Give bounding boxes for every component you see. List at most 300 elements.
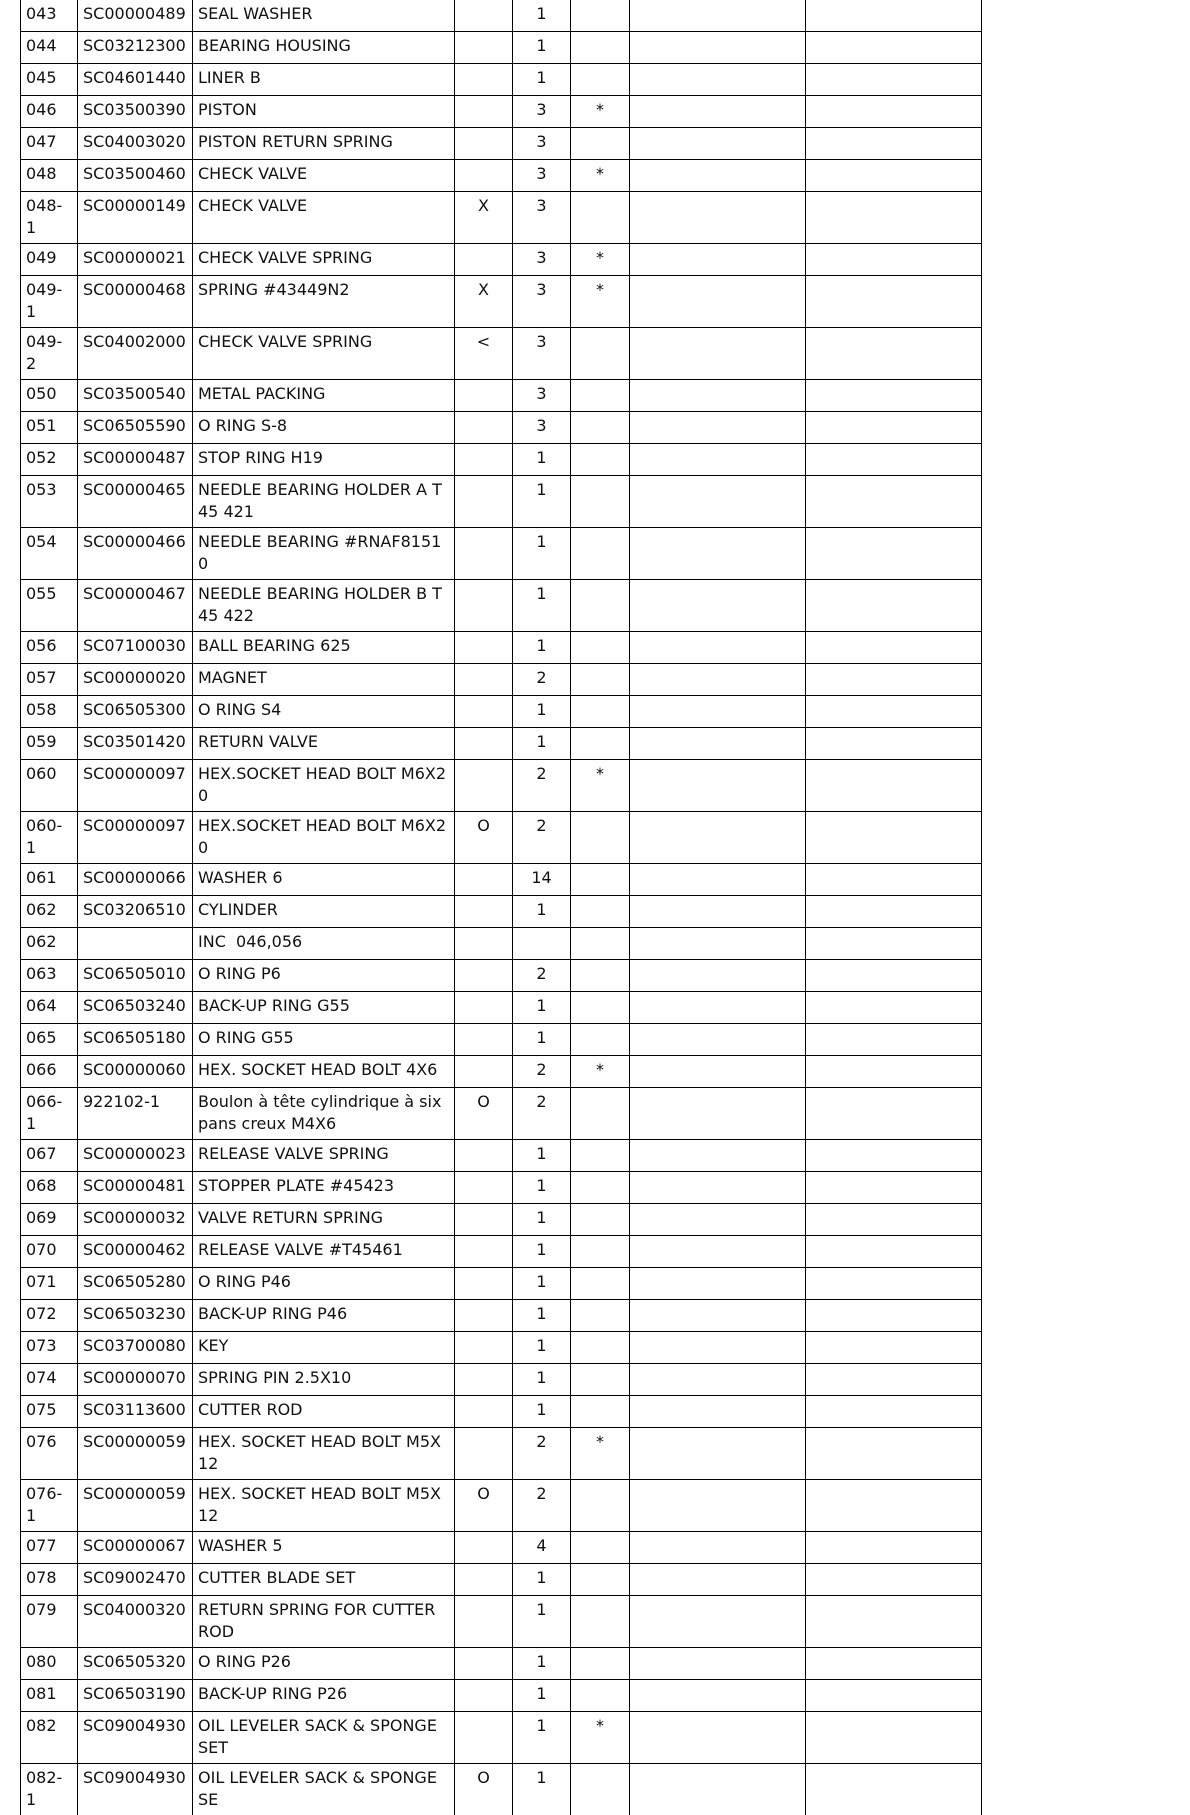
empty-cell: [806, 1712, 982, 1764]
item-number-cell: 078: [21, 1564, 78, 1596]
mark-cell: [571, 992, 630, 1024]
description-cell: RETURN VALVE: [193, 728, 455, 760]
part-code-cell: SC06505300: [78, 696, 193, 728]
description-cell: RETURN SPRING FOR CUTTER ROD: [193, 1596, 455, 1648]
quantity-cell: 1: [513, 444, 571, 476]
mark-cell: [571, 928, 630, 960]
part-code-cell: SC03500540: [78, 380, 193, 412]
flag-cell: [455, 728, 513, 760]
flag-cell: [455, 128, 513, 160]
item-number-cell: 063: [21, 960, 78, 992]
description-cell: PISTON RETURN SPRING: [193, 128, 455, 160]
flag-cell: O: [455, 1088, 513, 1140]
empty-cell: [630, 1480, 806, 1532]
part-code-cell: SC06505180: [78, 1024, 193, 1056]
item-number-cell: 048-1: [21, 192, 78, 244]
empty-cell: [630, 1236, 806, 1268]
quantity-cell: 3: [513, 160, 571, 192]
flag-cell: [455, 896, 513, 928]
mark-cell: [571, 1172, 630, 1204]
quantity-cell: 1: [513, 1712, 571, 1764]
empty-cell: [806, 632, 982, 664]
flag-cell: [455, 760, 513, 812]
table-row: [21, 128, 982, 160]
flag-cell: [455, 1172, 513, 1204]
empty-cell: [806, 1564, 982, 1596]
quantity-cell: 3: [513, 244, 571, 276]
description-cell: OIL LEVELER SACK & SPONGE SE: [193, 1764, 455, 1815]
item-number-cell: 044: [21, 32, 78, 64]
mark-cell: [571, 864, 630, 896]
item-number-cell: 049-1: [21, 276, 78, 328]
empty-cell: [630, 1088, 806, 1140]
empty-cell: [806, 0, 982, 32]
empty-cell: [630, 1268, 806, 1300]
mark-cell: [571, 192, 630, 244]
table-row: [21, 328, 982, 380]
mark-cell: [571, 1088, 630, 1140]
table-row: [21, 960, 982, 992]
quantity-cell: 1: [513, 476, 571, 528]
quantity-cell: 1: [513, 728, 571, 760]
item-number-cell: 053: [21, 476, 78, 528]
part-code-cell: SC00000066: [78, 864, 193, 896]
table-row: [21, 64, 982, 96]
part-code-cell: SC06503190: [78, 1680, 193, 1712]
flag-cell: [455, 1648, 513, 1680]
description-cell: STOPPER PLATE #45423: [193, 1172, 455, 1204]
item-number-cell: 069: [21, 1204, 78, 1236]
description-cell: O RING G55: [193, 1024, 455, 1056]
quantity-cell: 14: [513, 864, 571, 896]
quantity-cell: 1: [513, 64, 571, 96]
item-number-cell: 045: [21, 64, 78, 96]
quantity-cell: 1: [513, 696, 571, 728]
table-row: [21, 1088, 982, 1140]
part-code-cell: SC00000070: [78, 1364, 193, 1396]
empty-cell: [630, 632, 806, 664]
item-number-cell: 060: [21, 760, 78, 812]
flag-cell: O: [455, 1764, 513, 1815]
description-cell: NEEDLE BEARING #RNAF81510: [193, 528, 455, 580]
empty-cell: [806, 528, 982, 580]
quantity-cell: 1: [513, 1648, 571, 1680]
description-cell: WASHER 6: [193, 864, 455, 896]
item-number-cell: 056: [21, 632, 78, 664]
description-cell: CUTTER BLADE SET: [193, 1564, 455, 1596]
empty-cell: [806, 992, 982, 1024]
table-row: [21, 696, 982, 728]
part-code-cell: SC03500390: [78, 96, 193, 128]
flag-cell: <: [455, 328, 513, 380]
description-cell: METAL PACKING: [193, 380, 455, 412]
quantity-cell: 1: [513, 0, 571, 32]
flag-cell: [455, 1300, 513, 1332]
mark-cell: [571, 1480, 630, 1532]
empty-cell: [806, 244, 982, 276]
mark-cell: *: [571, 244, 630, 276]
description-cell: BEARING HOUSING: [193, 32, 455, 64]
part-code-cell: SC09004930: [78, 1764, 193, 1815]
item-number-cell: 052: [21, 444, 78, 476]
part-code-cell: SC04003020: [78, 128, 193, 160]
part-code-cell: SC00000060: [78, 1056, 193, 1088]
description-cell: MAGNET: [193, 664, 455, 696]
description-cell: CHECK VALVE: [193, 192, 455, 244]
empty-cell: [806, 696, 982, 728]
empty-cell: [806, 328, 982, 380]
mark-cell: *: [571, 1712, 630, 1764]
item-number-cell: 058: [21, 696, 78, 728]
quantity-cell: 1: [513, 896, 571, 928]
empty-cell: [630, 696, 806, 728]
item-number-cell: 048: [21, 160, 78, 192]
empty-cell: [630, 580, 806, 632]
empty-cell: [630, 244, 806, 276]
mark-cell: [571, 696, 630, 728]
empty-cell: [806, 1332, 982, 1364]
item-number-cell: 068: [21, 1172, 78, 1204]
empty-cell: [806, 812, 982, 864]
empty-cell: [630, 664, 806, 696]
quantity-cell: 3: [513, 412, 571, 444]
table-row: [21, 1764, 982, 1815]
empty-cell: [630, 476, 806, 528]
empty-cell: [630, 412, 806, 444]
item-number-cell: 082-1: [21, 1764, 78, 1815]
quantity-cell: 1: [513, 1204, 571, 1236]
flag-cell: [455, 1024, 513, 1056]
empty-cell: [806, 64, 982, 96]
part-code-cell: SC00000462: [78, 1236, 193, 1268]
quantity-cell: 2: [513, 1088, 571, 1140]
empty-cell: [630, 928, 806, 960]
item-number-cell: 076: [21, 1428, 78, 1480]
quantity-cell: 1: [513, 1268, 571, 1300]
empty-cell: [806, 896, 982, 928]
empty-cell: [630, 1140, 806, 1172]
empty-cell: [630, 96, 806, 128]
item-number-cell: 064: [21, 992, 78, 1024]
empty-cell: [806, 1428, 982, 1480]
empty-cell: [806, 864, 982, 896]
description-cell: VALVE RETURN SPRING: [193, 1204, 455, 1236]
part-code-cell: SC06505320: [78, 1648, 193, 1680]
description-cell: SEAL WASHER: [193, 0, 455, 32]
quantity-cell: 1: [513, 1236, 571, 1268]
item-number-cell: 070: [21, 1236, 78, 1268]
mark-cell: *: [571, 276, 630, 328]
part-code-cell: SC00000059: [78, 1480, 193, 1532]
mark-cell: [571, 476, 630, 528]
table-row: [21, 1332, 982, 1364]
mark-cell: [571, 728, 630, 760]
table-row: [21, 632, 982, 664]
mark-cell: [571, 1532, 630, 1564]
quantity-cell: 3: [513, 276, 571, 328]
table-row: [21, 1680, 982, 1712]
quantity-cell: 1: [513, 1396, 571, 1428]
part-code-cell: SC03212300: [78, 32, 193, 64]
item-number-cell: 079: [21, 1596, 78, 1648]
empty-cell: [630, 1024, 806, 1056]
part-code-cell: SC03113600: [78, 1396, 193, 1428]
empty-cell: [630, 444, 806, 476]
flag-cell: [455, 664, 513, 696]
mark-cell: [571, 1764, 630, 1815]
table-row: [21, 1268, 982, 1300]
part-code-cell: SC09004930: [78, 1712, 193, 1764]
empty-cell: [806, 1680, 982, 1712]
flag-cell: [455, 444, 513, 476]
quantity-cell: 1: [513, 1300, 571, 1332]
empty-cell: [630, 864, 806, 896]
empty-cell: [806, 1024, 982, 1056]
flag-cell: [455, 0, 513, 32]
table-row: [21, 812, 982, 864]
mark-cell: [571, 32, 630, 64]
quantity-cell: 3: [513, 328, 571, 380]
item-number-cell: 055: [21, 580, 78, 632]
description-cell: KEY: [193, 1332, 455, 1364]
table-row: [21, 896, 982, 928]
quantity-cell: 2: [513, 812, 571, 864]
mark-cell: [571, 528, 630, 580]
item-number-cell: 071: [21, 1268, 78, 1300]
flag-cell: [455, 1680, 513, 1712]
flag-cell: O: [455, 812, 513, 864]
part-code-cell: SC04601440: [78, 64, 193, 96]
part-code-cell: SC06503230: [78, 1300, 193, 1332]
description-cell: PISTON: [193, 96, 455, 128]
mark-cell: [571, 1140, 630, 1172]
mark-cell: [571, 632, 630, 664]
item-number-cell: 065: [21, 1024, 78, 1056]
flag-cell: [455, 864, 513, 896]
item-number-cell: 067: [21, 1140, 78, 1172]
item-number-cell: 077: [21, 1532, 78, 1564]
flag-cell: [455, 32, 513, 64]
mark-cell: [571, 64, 630, 96]
table-row: [21, 992, 982, 1024]
empty-cell: [630, 1056, 806, 1088]
part-code-cell: SC09002470: [78, 1564, 193, 1596]
mark-cell: [571, 1332, 630, 1364]
table-row: [21, 244, 982, 276]
quantity-cell: 1: [513, 1564, 571, 1596]
quantity-cell: 2: [513, 1428, 571, 1480]
quantity-cell: 1: [513, 528, 571, 580]
empty-cell: [630, 1564, 806, 1596]
part-code-cell: SC00000021: [78, 244, 193, 276]
empty-cell: [806, 192, 982, 244]
empty-cell: [806, 728, 982, 760]
description-cell: HEX.SOCKET HEAD BOLT M6X20: [193, 812, 455, 864]
description-cell: NEEDLE BEARING HOLDER A T45 421: [193, 476, 455, 528]
item-number-cell: 060-1: [21, 812, 78, 864]
empty-cell: [806, 1300, 982, 1332]
quantity-cell: 2: [513, 760, 571, 812]
quantity-cell: 1: [513, 1172, 571, 1204]
table-row: [21, 1480, 982, 1532]
empty-cell: [806, 96, 982, 128]
empty-cell: [630, 1532, 806, 1564]
empty-cell: [806, 32, 982, 64]
empty-cell: [806, 444, 982, 476]
empty-cell: [630, 128, 806, 160]
description-cell: O RING S4: [193, 696, 455, 728]
empty-cell: [806, 1532, 982, 1564]
mark-cell: [571, 1364, 630, 1396]
part-code-cell: SC07100030: [78, 632, 193, 664]
empty-cell: [630, 896, 806, 928]
mark-cell: [571, 1204, 630, 1236]
description-cell: CHECK VALVE SPRING: [193, 328, 455, 380]
description-cell: O RING P46: [193, 1268, 455, 1300]
flag-cell: [455, 928, 513, 960]
part-code-cell: SC03500460: [78, 160, 193, 192]
item-number-cell: 054: [21, 528, 78, 580]
description-cell: RELEASE VALVE #T45461: [193, 1236, 455, 1268]
quantity-cell: 1: [513, 1764, 571, 1815]
table-row: [21, 1396, 982, 1428]
empty-cell: [630, 192, 806, 244]
quantity-cell: 1: [513, 1332, 571, 1364]
part-code-cell: SC04002000: [78, 328, 193, 380]
quantity-cell: 1: [513, 1680, 571, 1712]
item-number-cell: 061: [21, 864, 78, 896]
empty-cell: [806, 1204, 982, 1236]
item-number-cell: 066-1: [21, 1088, 78, 1140]
mark-cell: [571, 1300, 630, 1332]
description-cell: HEX. SOCKET HEAD BOLT M5X12: [193, 1428, 455, 1480]
empty-cell: [806, 1140, 982, 1172]
empty-cell: [806, 1088, 982, 1140]
quantity-cell: [513, 928, 571, 960]
description-cell: RELEASE VALVE SPRING: [193, 1140, 455, 1172]
flag-cell: [455, 476, 513, 528]
mark-cell: [571, 896, 630, 928]
table-row: [21, 1024, 982, 1056]
description-cell: BACK-UP RING G55: [193, 992, 455, 1024]
description-cell: HEX. SOCKET HEAD BOLT M5X12: [193, 1480, 455, 1532]
description-cell: Boulon à tête cylindrique à six pans creux M4X6: [193, 1088, 455, 1140]
table-row: [21, 1648, 982, 1680]
item-number-cell: 072: [21, 1300, 78, 1332]
empty-cell: [630, 328, 806, 380]
part-code-cell: SC00000097: [78, 812, 193, 864]
table-row: [21, 580, 982, 632]
mark-cell: [571, 444, 630, 476]
part-code-cell: SC00000020: [78, 664, 193, 696]
parts-list-body: [21, 0, 982, 1815]
table-row: [21, 1236, 982, 1268]
item-number-cell: 066: [21, 1056, 78, 1088]
part-code-cell: SC03206510: [78, 896, 193, 928]
table-row: [21, 528, 982, 580]
flag-cell: [455, 528, 513, 580]
quantity-cell: 1: [513, 992, 571, 1024]
quantity-cell: 1: [513, 32, 571, 64]
table-row: [21, 476, 982, 528]
item-number-cell: 050: [21, 380, 78, 412]
description-cell: WASHER 5: [193, 1532, 455, 1564]
description-cell: STOP RING H19: [193, 444, 455, 476]
flag-cell: O: [455, 1480, 513, 1532]
flag-cell: [455, 580, 513, 632]
table-row: [21, 276, 982, 328]
part-code-cell: SC06505010: [78, 960, 193, 992]
part-code-cell: SC06505590: [78, 412, 193, 444]
quantity-cell: 2: [513, 960, 571, 992]
empty-cell: [630, 32, 806, 64]
part-code-cell: SC04000320: [78, 1596, 193, 1648]
quantity-cell: 2: [513, 1056, 571, 1088]
quantity-cell: 1: [513, 580, 571, 632]
description-cell: NEEDLE BEARING HOLDER B T45 422: [193, 580, 455, 632]
empty-cell: [630, 1712, 806, 1764]
empty-cell: [806, 1396, 982, 1428]
empty-cell: [630, 992, 806, 1024]
description-cell: O RING P6: [193, 960, 455, 992]
part-code-cell: SC00000481: [78, 1172, 193, 1204]
flag-cell: [455, 696, 513, 728]
table-row: [21, 1596, 982, 1648]
flag-cell: [455, 632, 513, 664]
part-code-cell: SC03700080: [78, 1332, 193, 1364]
empty-cell: [806, 1364, 982, 1396]
empty-cell: [630, 1204, 806, 1236]
flag-cell: [455, 1236, 513, 1268]
part-code-cell: SC00000487: [78, 444, 193, 476]
description-cell: BACK-UP RING P26: [193, 1680, 455, 1712]
description-cell: HEX. SOCKET HEAD BOLT 4X6: [193, 1056, 455, 1088]
part-code-cell: SC00000467: [78, 580, 193, 632]
table-row: [21, 760, 982, 812]
mark-cell: [571, 580, 630, 632]
item-number-cell: 080: [21, 1648, 78, 1680]
flag-cell: [455, 1596, 513, 1648]
item-number-cell: 057: [21, 664, 78, 696]
mark-cell: [571, 664, 630, 696]
empty-cell: [806, 960, 982, 992]
empty-cell: [630, 1648, 806, 1680]
empty-cell: [806, 380, 982, 412]
empty-cell: [630, 276, 806, 328]
quantity-cell: 2: [513, 1480, 571, 1532]
mark-cell: [571, 1236, 630, 1268]
flag-cell: [455, 1564, 513, 1596]
flag-cell: X: [455, 192, 513, 244]
mark-cell: [571, 328, 630, 380]
description-cell: CHECK VALVE: [193, 160, 455, 192]
empty-cell: [630, 528, 806, 580]
part-code-cell: SC06505280: [78, 1268, 193, 1300]
empty-cell: [806, 1648, 982, 1680]
description-cell: INC 046,056: [193, 928, 455, 960]
mark-cell: [571, 812, 630, 864]
item-number-cell: 051: [21, 412, 78, 444]
parts-list-table: [20, 0, 982, 1815]
part-code-cell: SC00000468: [78, 276, 193, 328]
empty-cell: [806, 128, 982, 160]
flag-cell: [455, 1056, 513, 1088]
empty-cell: [630, 380, 806, 412]
table-row: [21, 1140, 982, 1172]
quantity-cell: 1: [513, 1364, 571, 1396]
quantity-cell: 3: [513, 380, 571, 412]
flag-cell: [455, 1396, 513, 1428]
